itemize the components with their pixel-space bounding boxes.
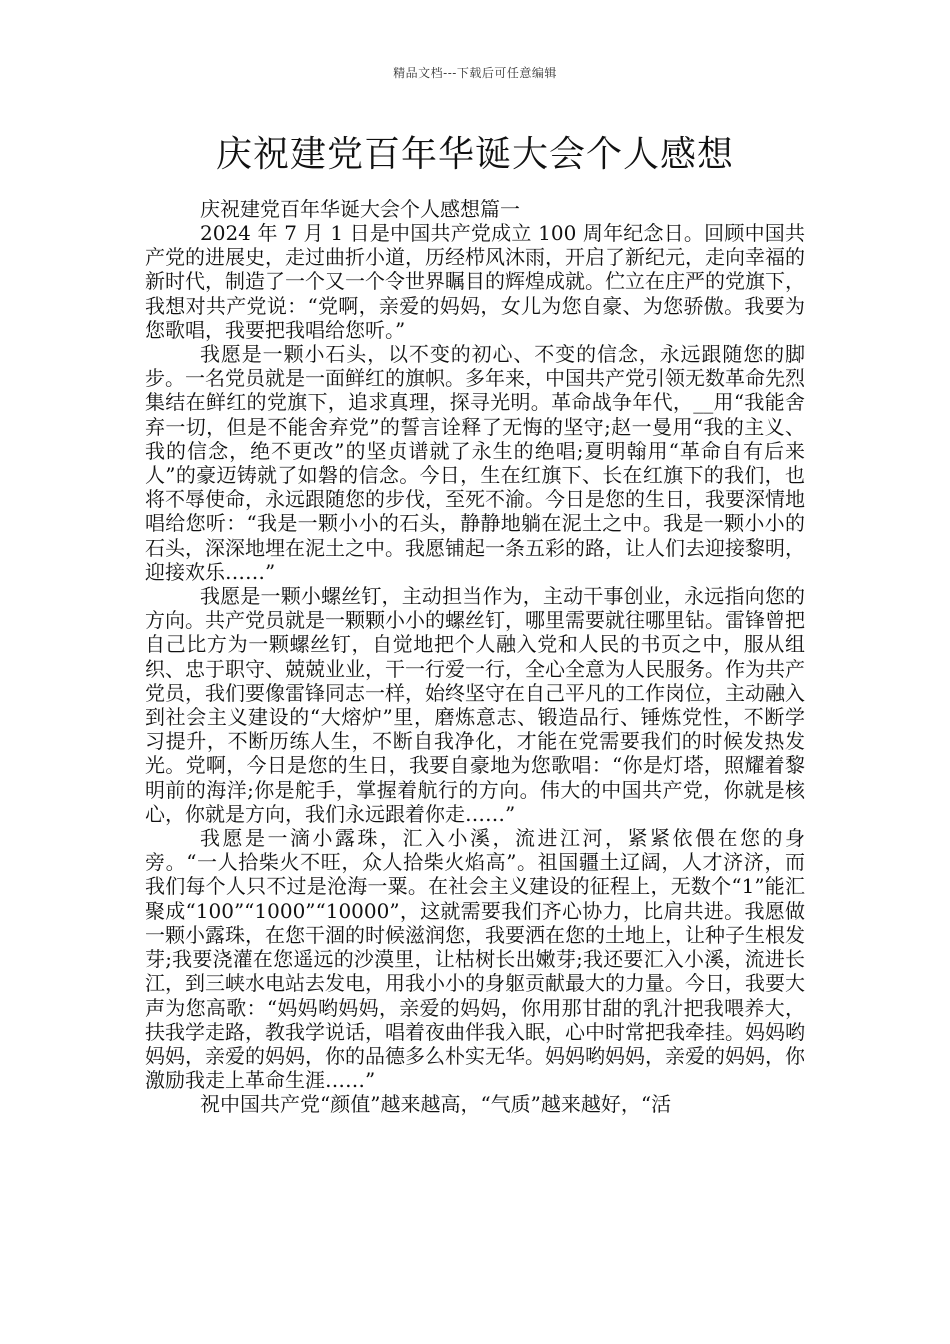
paragraph-anniversary: 2024 年 7 月 1 日是中国共产党成立 100 周年纪念日。回顾中国共产党的进展史，走过曲折小道，历经栉风沐雨，开启了新纪元，走向幸福的新时代，制造了一个又一个令世界瞩目的辉煌成就。伫立在庄严的党旗下，我想对共产党说：“党啊，亲爱的妈妈，女儿为您自豪、为您骄傲。我要为您歌唱，我要把我唱给您听。” xyxy=(145,221,805,342)
document-body xyxy=(145,197,805,1117)
paragraph-dewdrop: 我愿是一滴小露珠，汇入小溪，流进江河，紧紧依偎在您的身旁。“一人拾柴火不旺，众人拾柴火焰高”。祖国疆土辽阔，人才济济，而我们每个人只不过是沧海一粟。在社会主义建设的征程上，无数个“1”能汇聚成“100”“1000”“10000”，这就需要我们齐心协力，比肩共进。我愿做一颗小露珠，在您干涸的时候滋润您，我要洒在您的土地上，让种子生根发芽;我要浇灌在您遥远的沙漠里，让枯树长出嫩芽;我还要汇入小溪，流进长江，到三峡水电站去发电，用我小小的身躯贡献最大的力量。今日，我要大声为您高歌：“妈妈哟妈妈，亲爱的妈妈，你用那甘甜的乳汁把我喂养大，扶我学走路，教我学说话，唱着夜曲伴我入眠，心中时常把我牵挂。妈妈哟妈妈，亲爱的妈妈，你的品德多么朴实无华。妈妈哟妈妈，亲爱的妈妈，你激励我走上革命生涯……” xyxy=(145,826,805,1093)
section-heading: 庆祝建党百年华诞大会个人感想篇一 xyxy=(200,197,520,221)
paragraph-stone: 我愿是一颗小石头，以不变的初心、不变的信念，永远跟随您的脚步。一名党员就是一面鲜红的旗帜。多年来，中国共产党引领无数革命先烈集结在鲜红的党旗下，追求真理，探寻光明。革命战争年代，__用“我能舍弃一切，但是不能舍弃党”的誓言诠释了无悔的坚守;赵一曼用“我的主义、我的信念，绝不更改”的坚贞谱就了永生的绝唱;夏明翰用“革命自有后来人”的豪迈铸就了如磐的信念。今日，生在红旗下、长在红旗下的我们，也将不辱使命，永远跟随您的步伐，至死不渝。今日是您的生日，我要深情地唱给您听：“我是一颗小小的石头，静静地躺在泥土之中。我是一颗小小的石头，深深地埋在泥土之中。我愿铺起一条五彩的路，让人们去迎接黎明，迎接欢乐……” xyxy=(145,342,805,584)
document-title: 庆祝建党百年华诞大会个人感想 xyxy=(215,134,734,175)
page-header: 精品文档---下载后可任意编辑 xyxy=(393,66,557,80)
paragraph-wishes: 祝中国共产党“颜值”越来越高，“气质”越来越好，“活 xyxy=(200,1092,672,1117)
paragraph-screw: 我愿是一颗小螺丝钉，主动担当作为，主动干事创业，永远指向您的方向。共产党员就是一颗颗小小的螺丝钉，哪里需要就往哪里钻。雷锋曾把自己比方为一颗螺丝钉，自觉地把个人融入党和人民的书页之中，服从组织、忠于职守、兢兢业业，干一行爱一行，全心全意为人民服务。作为共产党员，我们要像雷锋同志一样，始终坚守在自己平凡的工作岗位，主动融入到社会主义建设的“大熔炉”里，磨炼意志、锻造品行、锤炼党性，不断学习提升，不断历练人生，不断自我净化，才能在党需要我们的时候发热发光。党啊，今日是您的生日，我要自豪地为您歌唱：“你是灯塔，照耀着黎明前的海洋;你是舵手，掌握着航行的方向。伟大的中国共产党，你就是核心，你就是方向，我们永远跟着你走……” xyxy=(145,584,805,826)
